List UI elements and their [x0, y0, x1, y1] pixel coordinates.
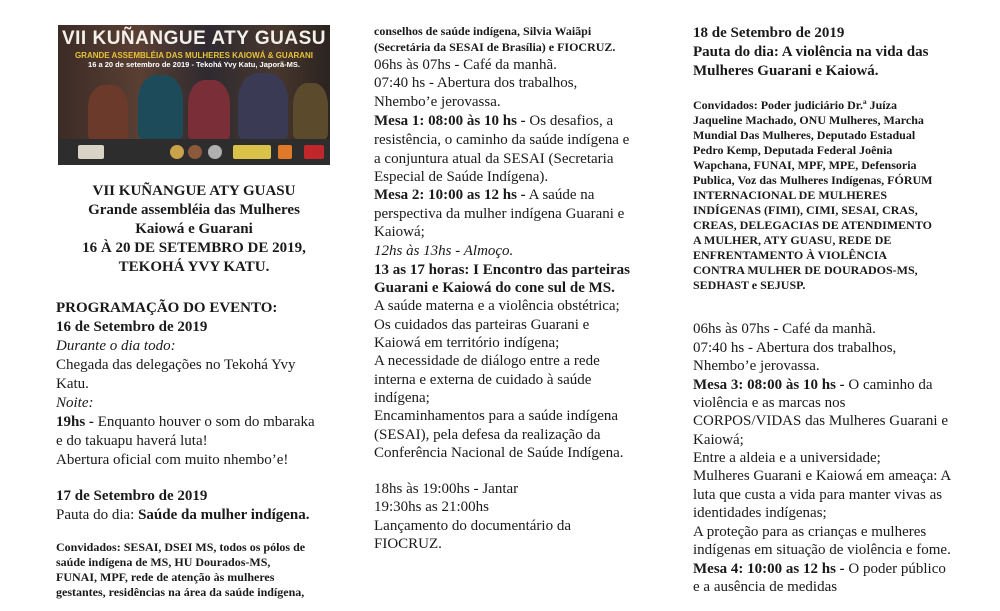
text-line: Entre a aldeia e a universidade; — [693, 450, 881, 466]
mesa-label: Mesa 1: 08:00 às 10 hs - — [374, 113, 526, 129]
text-line: Noite: — [56, 395, 94, 411]
session-heading: Guarani e Kaiowá do cone sul de MS. — [374, 280, 615, 296]
day-17-heading: 17 de Setembro de 2019 — [56, 488, 208, 504]
text-line: interna e externa de cuidado à saúde — [374, 372, 592, 388]
text-line: resistência, o caminho da saúde indígena e — [374, 132, 630, 148]
text-line: CORPOS/VIDAS das Mulheres Guarani e — [693, 413, 948, 429]
text-line: (SESAI), pela defesa da realização da — [374, 427, 601, 443]
text-line: e a ausência de medidas — [693, 579, 838, 595]
guests-line: A MULHER, ATY GUASU, REDE DE — [693, 233, 892, 247]
banner-subtitle: GRANDE ASSEMBLÉIA DAS MULHERES KAIOWÁ & GUARANI — [74, 51, 314, 60]
day-16-heading: 16 de Setembro de 2019 — [56, 319, 208, 335]
text-line: Lançamento do documentário da — [374, 518, 572, 534]
text-line: Especial de Saúde Indígena). — [374, 169, 549, 185]
text-line: 06hs às 07hs - Café da manhã. — [374, 57, 557, 73]
guests-line: (Secretária da SESAI de Brasília) e FIOCRUZ. — [374, 40, 616, 54]
mesa-label: Mesa 2: 10:00 as 12 hs - — [374, 187, 526, 203]
text-line: Kaiowá; — [374, 224, 425, 240]
text-line: A proteção para as crianças e mulheres — [693, 524, 927, 540]
text-line: Encaminhamentos para a saúde indígena — [374, 408, 619, 424]
program-title: PROGRAMAÇÃO DO EVENTO: — [56, 300, 278, 316]
guests-line: CONTRA MULHER DE DOURADOS-MS, — [693, 263, 918, 277]
text-line: Mulheres Guarani e Kaiowá em ameaça: A — [693, 468, 952, 484]
text-line: FIOCRUZ. — [374, 536, 442, 552]
text-line: Kaiowá em território indígena; — [374, 335, 560, 351]
text-line: Chegada das delegações no Tekohá Yvy — [56, 357, 296, 373]
text-line — [56, 413, 315, 432]
text-line: indígenas em situação de violência e fome. — [693, 542, 951, 558]
text-line: e do takuapu haverá luta! — [56, 433, 208, 449]
text-line: 07:40 hs - Abertura dos trabalhos, — [693, 340, 897, 356]
banner-logo-strip — [58, 139, 330, 165]
text-span: O poder público — [844, 561, 946, 577]
event-banner-image — [58, 25, 330, 165]
text-line — [374, 112, 613, 131]
text-line: a conjuntura atual da SESAI (Secretaria — [374, 151, 614, 167]
session-heading: 13 as 17 horas: I Encontro das parteiras — [374, 262, 630, 278]
time-label: 19hs - — [56, 414, 94, 430]
guests-line: Mundial Das Mulheres, Deputado Estadual — [693, 128, 916, 142]
text-line: Kaiowá; — [693, 432, 744, 448]
text-line: 07:40 hs - Abertura dos trabalhos, — [374, 75, 578, 91]
header-line: Kaiowá e Guarani — [135, 221, 253, 237]
guests-line: SEDHAST e SEJUSP. — [693, 278, 806, 292]
text-line: Nhembo’e jerovassa. — [693, 358, 820, 374]
guests-line: INTERNACIONAL DE MULHERES — [693, 188, 888, 202]
header-line: 16 À 20 DE SETEMBRO DE 2019, — [82, 240, 306, 256]
header-line: TEKOHÁ YVY KATU. — [118, 259, 270, 275]
text-span: Os desafios, a — [525, 113, 614, 129]
banner-dates: 16 a 20 de setembro de 2019 - Tekohá Yvy Katu, Japorã-MS. — [88, 60, 300, 69]
header-line: VII KUÑANGUE ATY GUASU — [92, 183, 296, 199]
text-span: Pauta do dia: — [56, 507, 139, 523]
text-line: 19:30hs as 21:00hs — [374, 499, 490, 515]
text-span: A saúde na — [525, 187, 595, 203]
guests-line: gestantes, residências na área da saúde indígena, — [56, 585, 305, 599]
guests-line: FUNAI, MPF, rede de atenção às mulheres — [56, 570, 275, 584]
text-line: Os cuidados das parteiras Guarani e — [374, 317, 590, 333]
text-span: Saúde da mulher indígena. — [138, 507, 310, 523]
mesa-label: Mesa 3: 08:00 às 10 hs - — [693, 377, 845, 393]
text-line: luta que custa a vida para manter vivas as — [693, 487, 943, 503]
text-span: Enquanto houver o som do mbaraka — [93, 414, 315, 430]
guests-line: Jaqueline Machado, ONU Mulheres, Marcha — [693, 113, 924, 127]
day-18-heading: 18 de Setembro de 2019 — [693, 25, 845, 41]
text-line: A necessidade de diálogo entre a rede — [374, 353, 600, 369]
guests-line: CREAS, DELEGACIAS DE ATENDIMENTO — [693, 218, 932, 232]
event-header — [56, 182, 332, 277]
text-line: perspectiva da mulher indígena Guarani e — [374, 206, 625, 222]
text-line — [693, 560, 946, 579]
text-line: 18hs às 19:00hs - Jantar — [374, 481, 519, 497]
text-line: Durante o dia todo: — [56, 338, 176, 354]
guests-line: INDÍGENAS (FIMI), CIMI, SESAI, CRAS, — [693, 203, 918, 217]
text-span: O caminho da — [844, 377, 933, 393]
guests-line: conselhos de saúde indígena, Silvia Waiãpi — [374, 24, 592, 38]
text-line — [374, 186, 594, 205]
header-line: Grande assembléia das Mulheres — [88, 202, 300, 218]
text-line: A saúde materna e a violência obstétrica; — [374, 298, 620, 314]
text-line — [693, 376, 933, 395]
agenda-heading: Mulheres Guarani e Kaiowá. — [693, 63, 879, 79]
banner-title: VII KUÑANGUE ATY GUASU — [61, 28, 326, 49]
text-line — [56, 506, 310, 525]
text-line: 06hs às 07hs - Café da manhã. — [693, 321, 876, 337]
text-line: Abertura oficial com muito nhembo’e! — [56, 452, 289, 468]
text-line: 12hs às 13hs - Almoço. — [374, 243, 514, 259]
text-line: Conferência Nacional de Saúde Indígena. — [374, 445, 624, 461]
guests-line: Wapchana, FUNAI, MPF, MPE, Defensoria — [693, 158, 917, 172]
guests-line: Pedro Kemp, Deputada Federal Joênia — [693, 143, 893, 157]
text-line: violência e as marcas nos — [693, 395, 846, 411]
text-line: indígena; — [374, 390, 430, 406]
guests-line: ENFRENTAMENTO À VIOLÊNCIA — [693, 248, 888, 262]
guests-line: Convidados: SESAI, DSEI MS, todos os pólos de — [56, 540, 306, 554]
text-line: Katu. — [56, 376, 89, 392]
guests-line: Publica, Voz das Mulheres Indígenas, FÓRUM — [693, 173, 933, 187]
text-line: Nhembo’e jerovassa. — [374, 94, 501, 110]
guests-line: saúde indígena de MS, HU Dourados-MS, — [56, 555, 271, 569]
text-line: identidades indígenas; — [693, 505, 827, 521]
guests-line: Convidados: Poder judiciário Dr.ª Juíza — [693, 98, 897, 112]
mesa-label: Mesa 4: 10:00 as 12 hs - — [693, 561, 845, 577]
agenda-heading: Pauta do dia: A violência na vida das — [693, 44, 929, 60]
